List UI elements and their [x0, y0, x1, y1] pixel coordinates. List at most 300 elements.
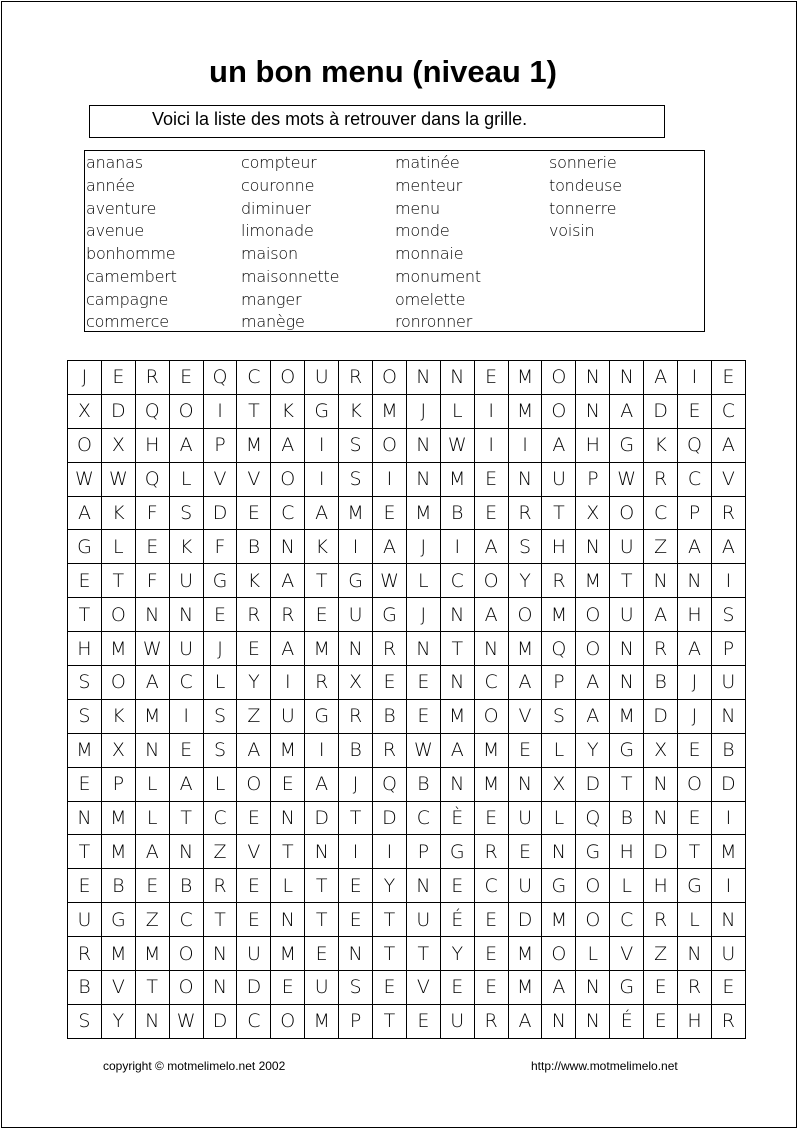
grid-cell: R	[644, 632, 678, 666]
grid-cell: E	[440, 869, 474, 903]
grid-cell: N	[406, 869, 440, 903]
grid-cell: O	[678, 767, 712, 801]
grid-cell: S	[68, 1004, 102, 1038]
grid-cell: S	[339, 428, 373, 462]
grid-cell: R	[135, 361, 169, 395]
grid-cell: N	[271, 903, 305, 937]
grid-cell: R	[678, 971, 712, 1005]
grid-cell: O	[508, 598, 542, 632]
grid-cell: A	[508, 1004, 542, 1038]
word-column-3	[395, 152, 481, 334]
grid-cell: S	[711, 598, 745, 632]
grid-cell: V	[237, 835, 271, 869]
grid-cell: Q	[542, 632, 576, 666]
word-item: manège	[241, 312, 305, 332]
grid-cell: R	[542, 564, 576, 598]
grid-cell: J	[203, 632, 237, 666]
grid-cell: U	[406, 903, 440, 937]
grid-cell: A	[237, 733, 271, 767]
grid-cell: G	[305, 394, 339, 428]
grid-cell: A	[373, 530, 407, 564]
grid-cell: U	[610, 598, 644, 632]
grid-cell: S	[68, 699, 102, 733]
grid-cell: A	[711, 530, 745, 564]
grid-cell: X	[339, 666, 373, 700]
instruction-box: Voici la liste des mots à retrouver dans la grille.	[89, 105, 665, 138]
grid-cell: T	[271, 835, 305, 869]
grid-cell: I	[305, 462, 339, 496]
grid-cell: N	[576, 530, 610, 564]
word-item: monde	[395, 221, 450, 241]
grid-cell: V	[406, 971, 440, 1005]
grid-cell: P	[542, 666, 576, 700]
grid-cell: U	[542, 462, 576, 496]
grid-cell: Y	[508, 564, 542, 598]
grid-cell: K	[169, 530, 203, 564]
word-item: omelette	[395, 289, 466, 309]
grid-cell: L	[542, 733, 576, 767]
grid-cell: S	[203, 699, 237, 733]
grid-cell: M	[271, 733, 305, 767]
grid-cell: S	[68, 666, 102, 700]
grid-cell: C	[203, 801, 237, 835]
grid-cell: N	[68, 801, 102, 835]
grid-cell: S	[542, 699, 576, 733]
grid-row	[68, 1004, 746, 1038]
grid-cell: F	[135, 564, 169, 598]
grid-cell: M	[474, 767, 508, 801]
grid-cell: U	[711, 937, 745, 971]
website-link[interactable]: http://www.motmelimelo.net	[531, 1059, 678, 1073]
grid-cell: D	[203, 496, 237, 530]
grid-cell: A	[169, 767, 203, 801]
grid-cell: T	[610, 767, 644, 801]
grid-cell: E	[474, 971, 508, 1005]
word-item: menu	[395, 198, 440, 218]
grid-cell: N	[678, 937, 712, 971]
grid-cell: E	[474, 496, 508, 530]
word-column-1	[86, 152, 177, 334]
grid-cell: E	[305, 937, 339, 971]
grid-cell: G	[610, 971, 644, 1005]
grid-cell: B	[440, 496, 474, 530]
grid-cell: Q	[203, 361, 237, 395]
grid-cell: Y	[576, 733, 610, 767]
grid-cell: T	[339, 801, 373, 835]
grid-cell: C	[474, 869, 508, 903]
grid-cell: E	[68, 869, 102, 903]
grid-cell: R	[68, 937, 102, 971]
grid-cell: O	[68, 428, 102, 462]
grid-cell: B	[406, 767, 440, 801]
grid-cell: E	[406, 666, 440, 700]
grid-cell: M	[101, 801, 135, 835]
grid-cell: U	[339, 598, 373, 632]
grid-row	[68, 666, 746, 700]
grid-cell: R	[237, 598, 271, 632]
grid-cell: R	[711, 1004, 745, 1038]
grid-cell: N	[711, 699, 745, 733]
grid-cell: G	[101, 903, 135, 937]
grid-cell: E	[339, 869, 373, 903]
grid-cell: E	[135, 530, 169, 564]
grid-cell: E	[203, 598, 237, 632]
grid-cell: P	[576, 462, 610, 496]
grid-cell: T	[305, 903, 339, 937]
grid-cell: A	[135, 666, 169, 700]
word-item: compteur	[241, 153, 317, 172]
grid-cell: L	[576, 937, 610, 971]
grid-cell: B	[237, 530, 271, 564]
grid-cell: G	[203, 564, 237, 598]
page-title: un bon menu (niveau 1)	[209, 54, 557, 89]
grid-cell: L	[271, 869, 305, 903]
word-item: aventure	[86, 198, 157, 218]
word-item: couronne	[241, 175, 315, 195]
grid-cell: A	[542, 428, 576, 462]
grid-cell: Z	[237, 699, 271, 733]
grid-cell: J	[678, 666, 712, 700]
grid-cell: G	[305, 699, 339, 733]
grid-cell: D	[576, 767, 610, 801]
grid-cell: N	[406, 361, 440, 395]
grid-cell: R	[711, 496, 745, 530]
grid-cell: M	[135, 937, 169, 971]
grid-cell: L	[135, 801, 169, 835]
grid-cell: R	[373, 632, 407, 666]
word-column-2	[241, 152, 339, 334]
grid-cell: E	[68, 767, 102, 801]
grid-cell: E	[237, 801, 271, 835]
grid-row	[68, 361, 746, 395]
grid-cell: A	[542, 971, 576, 1005]
grid-cell: S	[339, 462, 373, 496]
grid-cell: M	[101, 632, 135, 666]
grid-cell: N	[576, 361, 610, 395]
grid-cell: H	[678, 1004, 712, 1038]
grid-cell: O	[169, 937, 203, 971]
grid-row	[68, 496, 746, 530]
grid-cell: P	[339, 1004, 373, 1038]
grid-cell: I	[678, 361, 712, 395]
grid-cell: R	[644, 462, 678, 496]
grid-cell: E	[237, 632, 271, 666]
grid-cell: L	[542, 801, 576, 835]
grid-cell: Y	[373, 869, 407, 903]
grid-cell: I	[305, 733, 339, 767]
grid-cell: A	[678, 632, 712, 666]
grid-cell: U	[169, 564, 203, 598]
grid-cell: J	[339, 767, 373, 801]
grid-cell: M	[440, 699, 474, 733]
word-item: monument	[395, 266, 481, 286]
grid-cell: X	[576, 496, 610, 530]
grid-cell: N	[339, 632, 373, 666]
grid-cell: O	[576, 598, 610, 632]
grid-cell: N	[406, 632, 440, 666]
grid-cell: E	[678, 394, 712, 428]
grid-cell: K	[237, 564, 271, 598]
grid-cell: R	[305, 666, 339, 700]
grid-row	[68, 767, 746, 801]
word-item: ananas	[86, 153, 143, 172]
grid-cell: N	[406, 428, 440, 462]
grid-row	[68, 564, 746, 598]
grid-row	[68, 530, 746, 564]
grid-cell: R	[644, 903, 678, 937]
grid-cell: L	[678, 903, 712, 937]
word-item: tondeuse	[549, 175, 622, 195]
grid-cell: O	[101, 666, 135, 700]
grid-cell: G	[440, 835, 474, 869]
grid-cell: I	[203, 394, 237, 428]
grid-cell: W	[68, 462, 102, 496]
grid-cell: M	[373, 394, 407, 428]
grid-cell: Q	[135, 462, 169, 496]
grid-cell: H	[678, 598, 712, 632]
grid-cell: T	[373, 937, 407, 971]
word-item: campagne	[86, 289, 169, 309]
grid-cell: S	[203, 733, 237, 767]
word-item: voisin	[549, 221, 595, 241]
grid-cell: O	[373, 361, 407, 395]
grid-cell: I	[373, 835, 407, 869]
grid-cell: U	[610, 530, 644, 564]
grid-row	[68, 394, 746, 428]
grid-cell: C	[169, 903, 203, 937]
grid-cell: T	[305, 564, 339, 598]
grid-cell: H	[610, 835, 644, 869]
grid-cell: G	[542, 869, 576, 903]
grid-cell: É	[610, 1004, 644, 1038]
grid-cell: A	[610, 394, 644, 428]
grid-cell: N	[508, 462, 542, 496]
grid-cell: I	[711, 801, 745, 835]
grid-cell: N	[474, 632, 508, 666]
grid-row	[68, 835, 746, 869]
grid-cell: N	[610, 666, 644, 700]
grid-cell: U	[305, 361, 339, 395]
grid-cell: A	[508, 666, 542, 700]
grid-cell: È	[440, 801, 474, 835]
grid-cell: S	[339, 971, 373, 1005]
grid-cell: C	[711, 394, 745, 428]
grid-cell: C	[271, 496, 305, 530]
grid-cell: W	[169, 1004, 203, 1038]
grid-cell: I	[440, 530, 474, 564]
grid-cell: E	[508, 835, 542, 869]
grid-row	[68, 598, 746, 632]
grid-cell: U	[68, 903, 102, 937]
grid-cell: O	[542, 937, 576, 971]
grid-cell: U	[508, 801, 542, 835]
grid-cell: M	[508, 937, 542, 971]
grid-cell: C	[474, 666, 508, 700]
grid-cell: L	[440, 394, 474, 428]
grid-cell: N	[440, 361, 474, 395]
grid-cell: I	[305, 428, 339, 462]
grid-cell: A	[135, 835, 169, 869]
grid-cell: N	[203, 971, 237, 1005]
grid-cell: H	[68, 632, 102, 666]
grid-cell: T	[237, 394, 271, 428]
grid-cell: A	[169, 428, 203, 462]
grid-cell: N	[339, 937, 373, 971]
grid-cell: H	[542, 530, 576, 564]
grid-cell: O	[474, 564, 508, 598]
grid-cell: D	[711, 767, 745, 801]
grid-cell: W	[135, 632, 169, 666]
grid-cell: E	[305, 598, 339, 632]
word-list-box	[84, 150, 705, 332]
grid-cell: U	[440, 1004, 474, 1038]
grid-row	[68, 801, 746, 835]
grid-cell: N	[576, 971, 610, 1005]
grid-cell: E	[101, 361, 135, 395]
grid-cell: N	[305, 835, 339, 869]
grid-cell: L	[135, 767, 169, 801]
grid-cell: O	[474, 699, 508, 733]
grid-cell: D	[644, 835, 678, 869]
grid-cell: V	[203, 462, 237, 496]
grid-row	[68, 937, 746, 971]
grid-cell: D	[644, 394, 678, 428]
grid-cell: W	[440, 428, 474, 462]
grid-cell: P	[203, 428, 237, 462]
grid-cell: G	[576, 835, 610, 869]
grid-cell: U	[169, 632, 203, 666]
grid-cell: L	[610, 869, 644, 903]
grid-cell: M	[508, 971, 542, 1005]
grid-cell: Y	[440, 937, 474, 971]
grid-cell: T	[169, 801, 203, 835]
grid-cell: M	[237, 428, 271, 462]
grid-cell: E	[237, 496, 271, 530]
grid-cell: O	[169, 971, 203, 1005]
grid-cell: E	[644, 971, 678, 1005]
grid-cell: N	[678, 564, 712, 598]
grid-cell: B	[610, 801, 644, 835]
grid-cell: V	[237, 462, 271, 496]
grid-cell: G	[373, 598, 407, 632]
copyright-text: copyright © motmelimelo.net 2002	[103, 1059, 286, 1073]
grid-cell: I	[711, 564, 745, 598]
grid-cell: A	[474, 598, 508, 632]
grid-cell: B	[711, 733, 745, 767]
grid-cell: R	[203, 869, 237, 903]
grid-cell: K	[339, 394, 373, 428]
grid-cell: E	[508, 733, 542, 767]
word-item: bonhomme	[86, 244, 176, 263]
grid-cell: N	[644, 564, 678, 598]
grid-cell: P	[101, 767, 135, 801]
grid-cell: T	[542, 496, 576, 530]
grid-cell: D	[237, 971, 271, 1005]
grid-cell: E	[373, 666, 407, 700]
grid-cell: T	[373, 1004, 407, 1038]
grid-cell: M	[101, 835, 135, 869]
grid-row	[68, 632, 746, 666]
grid-cell: L	[203, 666, 237, 700]
grid-cell: E	[474, 937, 508, 971]
word-item: maison	[241, 244, 298, 263]
grid-cell: N	[135, 598, 169, 632]
grid-cell: B	[169, 869, 203, 903]
grid-cell: U	[711, 666, 745, 700]
grid-cell: S	[169, 496, 203, 530]
grid-cell: A	[576, 699, 610, 733]
word-item: matinée	[395, 153, 460, 172]
grid-cell: A	[305, 496, 339, 530]
grid-cell: C	[678, 462, 712, 496]
grid-cell: E	[644, 1004, 678, 1038]
grid-cell: O	[101, 598, 135, 632]
grid-cell: F	[203, 530, 237, 564]
grid-cell: M	[440, 462, 474, 496]
grid-row	[68, 462, 746, 496]
grid-cell: W	[406, 733, 440, 767]
grid-cell: E	[237, 869, 271, 903]
word-item: menteur	[395, 175, 463, 195]
grid-cell: X	[101, 428, 135, 462]
grid-cell: M	[474, 733, 508, 767]
grid-cell: N	[271, 530, 305, 564]
word-item: manger	[241, 289, 302, 309]
grid-cell: X	[68, 394, 102, 428]
grid-cell: M	[305, 1004, 339, 1038]
grid-cell: L	[203, 767, 237, 801]
grid-cell: H	[644, 869, 678, 903]
grid-cell: W	[101, 462, 135, 496]
word-item: maisonnette	[241, 266, 340, 286]
grid-cell: E	[339, 903, 373, 937]
grid-cell: X	[644, 733, 678, 767]
grid-cell: N	[542, 835, 576, 869]
grid-cell: Y	[101, 1004, 135, 1038]
grid-cell: B	[68, 971, 102, 1005]
grid-cell: J	[678, 699, 712, 733]
grid-cell: O	[373, 428, 407, 462]
grid-cell: X	[101, 733, 135, 767]
grid-cell: I	[711, 869, 745, 903]
grid-cell: D	[203, 1004, 237, 1038]
grid-cell: N	[644, 801, 678, 835]
grid-cell: N	[135, 1004, 169, 1038]
grid-row	[68, 971, 746, 1005]
grid-cell: C	[237, 361, 271, 395]
grid-cell: U	[271, 699, 305, 733]
grid-row	[68, 428, 746, 462]
grid-cell: N	[711, 903, 745, 937]
grid-cell: N	[406, 462, 440, 496]
grid-cell: É	[440, 903, 474, 937]
word-item: avenue	[86, 221, 145, 241]
grid-cell: C	[406, 801, 440, 835]
grid-cell: M	[542, 598, 576, 632]
grid-cell: N	[440, 598, 474, 632]
grid-cell: E	[373, 496, 407, 530]
grid-cell: T	[678, 835, 712, 869]
grid-cell: T	[440, 632, 474, 666]
grid-cell: E	[678, 733, 712, 767]
grid-cell: Z	[644, 530, 678, 564]
grid-cell: A	[68, 496, 102, 530]
grid-cell: C	[644, 496, 678, 530]
grid-cell: W	[373, 564, 407, 598]
grid-cell: A	[711, 428, 745, 462]
grid-cell: M	[101, 937, 135, 971]
grid-cell: A	[305, 767, 339, 801]
